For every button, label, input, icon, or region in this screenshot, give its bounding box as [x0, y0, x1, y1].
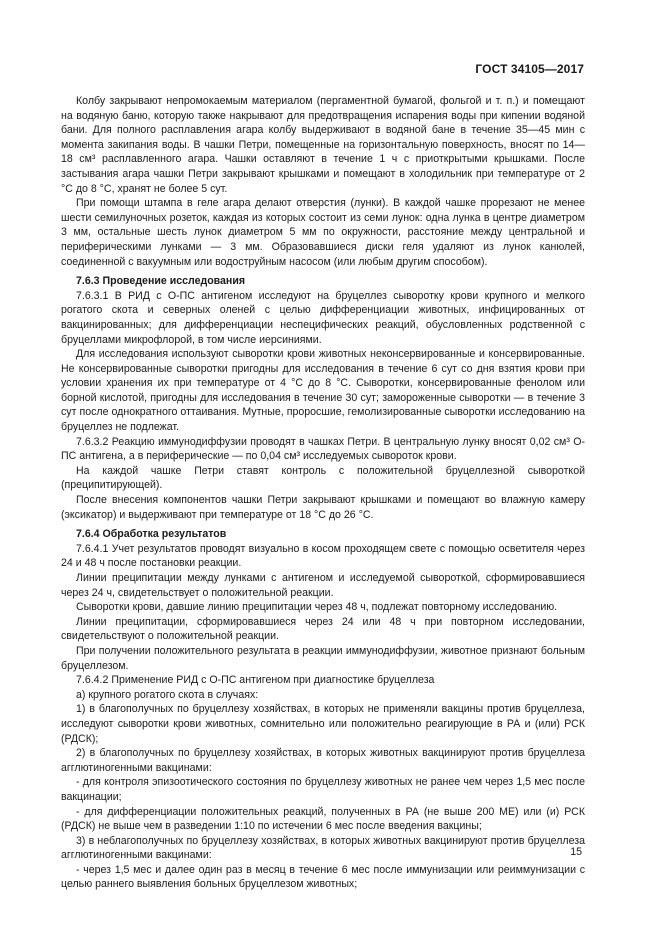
- paragraph: Линии преципитации, сформировавшиеся через 24 или 48 ч при повторном исследовании, свидетельствуют о положительной реакции.: [61, 615, 585, 643]
- paragraph: Для исследования используют сыворотки крови животных неконсервированные и консервированные. Не консервированные сыворотки пригодны для исследования в течение 6 сут со дня взятия крови при условии хранения их при температуре от 4 °С до 8 °С. Сыворотки, консервированные фенолом или борной кислотой, пригодны для исследования в течение 30 сут; замороженные сыворотки — в течение 3 сут после однократного оттаивания. Мутные, проросшие, гемолизированные сыворотки исследованию на бруцеллез не подлежат.: [61, 348, 585, 434]
- paragraph: После внесения компонентов чашки Петри закрывают крышками и помещают во влажную камеру (эксикатор) и выдерживают при температуре от 18 °С до 26 °С.: [61, 494, 585, 521]
- document-body: [61, 94, 585, 892]
- list-item: - для контроля эпизоотического состояния по бруцеллезу животных не ранее чем через 1,5 мес после вакцинации;: [61, 776, 585, 803]
- list-item: а) крупного рогатого скота в случаях:: [76, 688, 259, 701]
- paragraph: 7.6.4.2 Применение РИД с О-ПС антигеном при диагностике бруцеллеза: [76, 674, 435, 687]
- paragraph: При помощи штампа в геле агара делают отверстия (лунки). В каждой чашке прорезают не менее шести семилуночных розеток, каждая из которых состоит из семи лунок: одна лунка в центре диаметром 3 мм, остальные шесть лунок диаметром 5 мм по окружности, расстояние между центральной и периферическими лунками — 3 мм. Образовавшиеся диски геля удаляют из лунок канюлей, соединенной с вакуумным или водоструйным насосом (или любым другим способом).: [61, 197, 585, 268]
- paragraph: На каждой чашке Петри ставят контроль с положительной бруцеллезной сывороткой (преципитирующей).: [61, 464, 585, 492]
- paragraph: Колбу закрывают непромокаемым материалом (пергаментной бумагой, фольгой и т. п.) и помещают на водяную баню, которую также накрывают для предотвращения испарения воды при кипении водяной бани. Для полного расплавления агара колбу выдерживают в водяной бане в течение 35—45 мин с момента закипания воды. В чашки Петри, помещенные на горизонтальную поверхность, вносят по 14—18 см³ расплавленного агара. Чашки оставляют в течение 1 ч с приоткрытыми крышками. После застывания агара чашки Петри закрывают крышками и помещают в холодильник при температуре от 2 °С до 8 °С, хранят не более 5 сут.: [61, 95, 585, 195]
- document-header: ГОСТ 34105—2017: [475, 62, 584, 76]
- paragraph: При получении положительного результата в реакции иммунодиффузии, животное признают больным бруцеллезом.: [61, 644, 585, 672]
- list-item: 2) в благополучных по бруцеллезу хозяйствах, в которых животных вакцинируют против бруцеллеза агглютиногенными вакцинами:: [61, 747, 585, 774]
- list-item: - для дифференциации положительных реакций, полученных в РА (не выше 200 МЕ) или (и) РСК (РДСК) не выше чем в разведении 1:10 по истечении 6 мес после введения вакцины;: [61, 805, 585, 833]
- list-item: 3) в неблагополучных по бруцеллезу хозяйствах, в которых животных вакцинируют против бруцеллеза агглютиногенными вакцинами:: [61, 834, 585, 862]
- paragraph: 7.6.3.2 Реакцию иммунодиффузии проводят в чашках Петри. В центральную лунку вносят 0,02 см³ О-ПС антигена, а в периферические — по 0,04 см³ исследуемых сывороток крови.: [61, 435, 585, 463]
- list-item: - через 1,5 мес и далее один раз в месяц в течение 6 мес после иммунизации или реиммунизации с целью раннего выявления больных бруцеллезом животных;: [61, 863, 585, 891]
- paragraph: 7.6.3.1 В РИД с О-ПС антигеном исследуют на бруцеллез сыворотку крови крупного и мелкого рогатого скота и северных оленей с целью дифференциации животных, инфицированных от вакцинированных; для дифференциации неспецифических реакций, обусловленных родственной с бруцеллами микрофлорой, в том числе иерсиниями.: [61, 289, 585, 346]
- section-heading: 7.6.4 Обработка результатов: [76, 528, 227, 541]
- page-number: 15: [570, 846, 582, 858]
- list-item: 1) в благополучных по бруцеллезу хозяйствах, в которых не применяли вакцины против бруцеллеза, исследуют сыворотки крови животных, сомнительно или положительно реагирующие в РА и (или) РСК (РДСК);: [61, 703, 585, 745]
- paragraph: 7.6.4.1 Учет результатов проводят визуально в косом проходящем свете с помощью осветителя через 24 и 48 ч после постановки реакции.: [61, 542, 585, 570]
- section-heading: 7.6.3 Проведение исследования: [76, 275, 246, 288]
- paragraph: Линии преципитации между лунками с антигеном и исследуемой сывороткой, сформировавшиеся через 24 ч, свидетельствует о положительной реакции.: [61, 572, 585, 599]
- paragraph: Сыворотки крови, давшие линию преципитации через 48 ч, подлежат повторному исследованию.: [76, 601, 558, 614]
